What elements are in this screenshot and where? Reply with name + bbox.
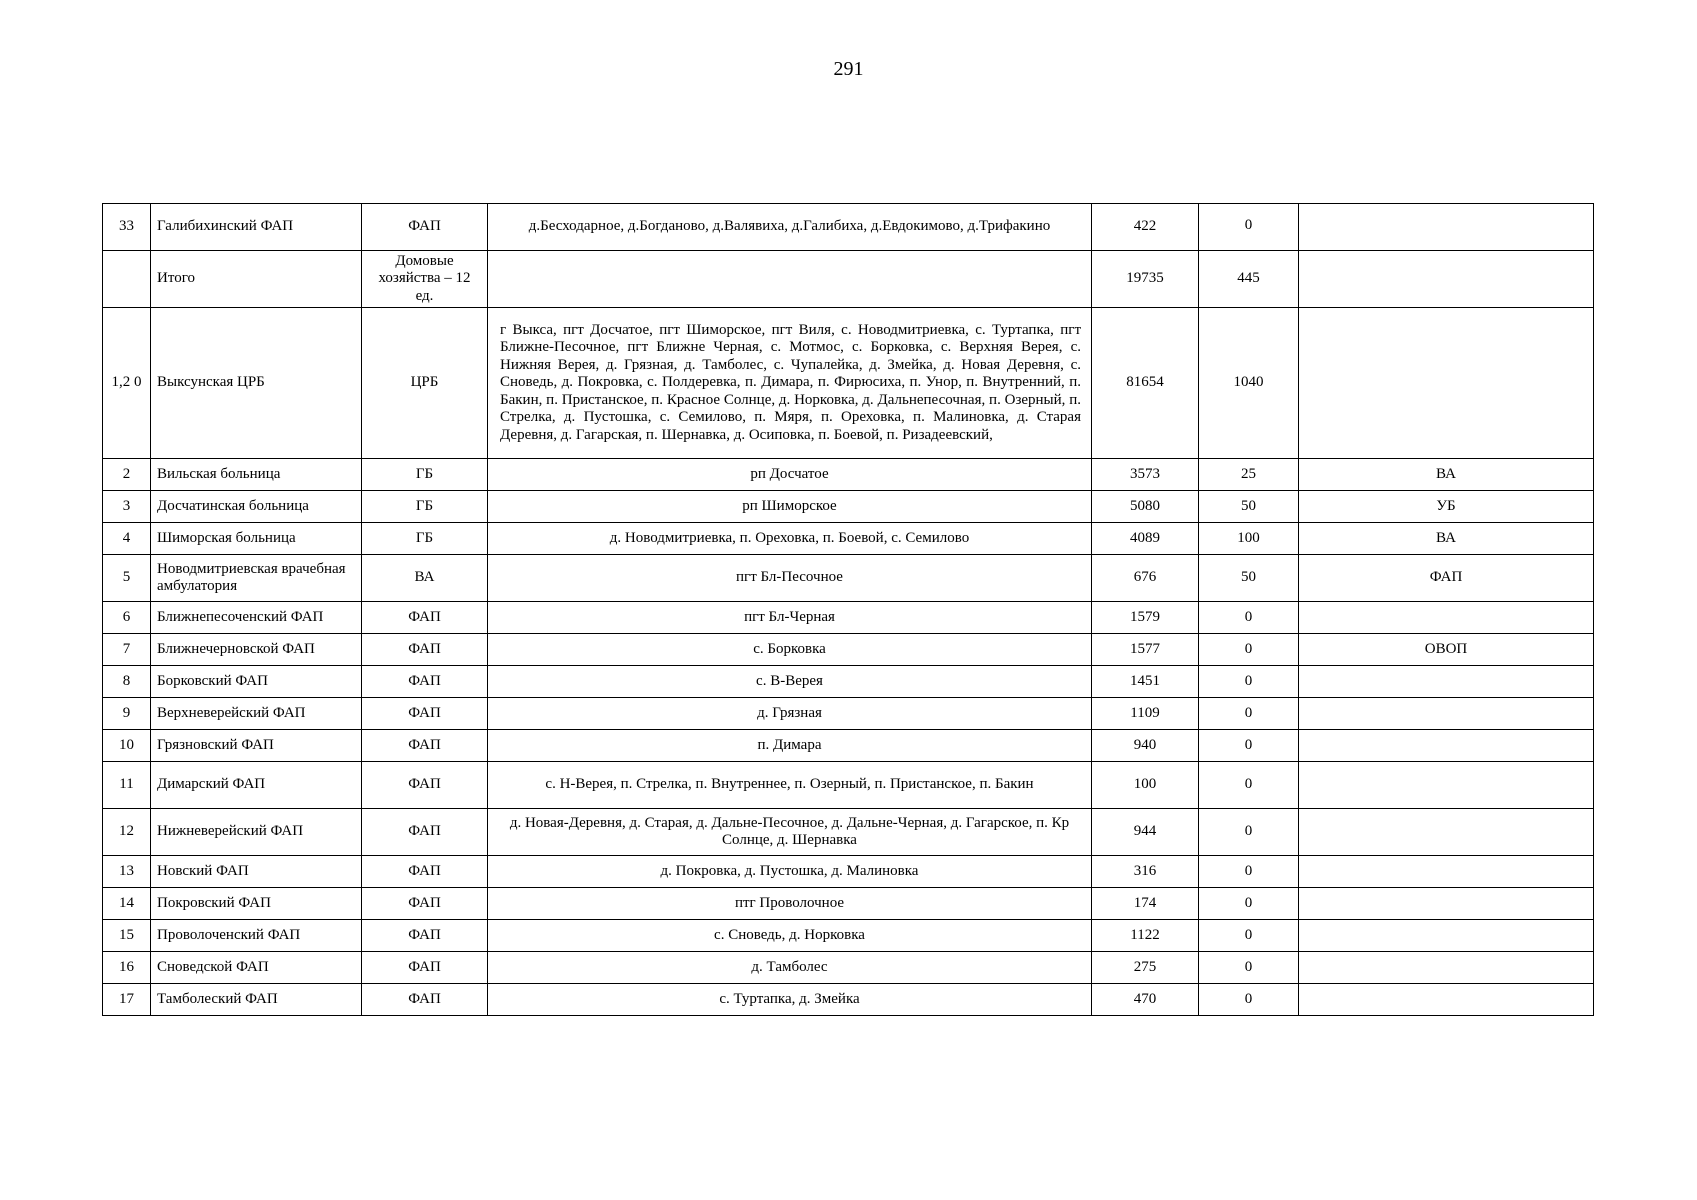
- table-row: [103, 308, 1594, 459]
- service-area: рп Досчатое: [488, 459, 1092, 491]
- facility-type: ГБ: [362, 491, 488, 523]
- beds: 25: [1199, 459, 1299, 491]
- facility-type: ФАП: [362, 762, 488, 809]
- planned-type: [1299, 730, 1594, 762]
- beds: 0: [1199, 920, 1299, 952]
- beds: 0: [1199, 666, 1299, 698]
- service-area: д.Бесходарное, д.Богданово, д.Валявиха, д.Галибиха, д.Евдокимово, д.Трифакино: [488, 204, 1092, 251]
- row-number: 15: [103, 920, 151, 952]
- table-row: [103, 459, 1594, 491]
- beds: 1040: [1199, 308, 1299, 459]
- row-number: 9: [103, 698, 151, 730]
- row-number: 5: [103, 555, 151, 602]
- population: 19735: [1092, 251, 1199, 308]
- population: 470: [1092, 984, 1199, 1016]
- facility-name: Галибихинский ФАП: [151, 204, 362, 251]
- table-row: [103, 888, 1594, 920]
- service-area: г Выкса, пгт Досчатое, пгт Шиморское, пгт Виля, с. Новодмитриевка, с. Туртапка, пгт Ближне-Песочное, пгт Ближне Черная, с. Мотмос, с. Борковка, с. Верхняя Верея, с. Нижняя Верея, д. Грязная, д. Тамболес, с. Чупалейка, д. Змейка, д. Новая Деревня, с. Сноведь, д. Покровка, с. Полдеревка, п. Димара, п. Фирюсиха, п. Унор, п. Внутренний, п. Бакин, п. Пристанское, п. Красное Солнце, д. Норковка, д. Дальнепесочная, п. Озерный, п. Стрелка, д. Пустошка, с. Семилово, п. Мяря, п. Ореховка, п. Малиновка, д. Старая Деревня, д. Гагарская, п. Шернавка, д. Осиповка, п. Боевой, п. Ризадеевский,: [488, 308, 1092, 459]
- table-row: [103, 491, 1594, 523]
- planned-type: ОВОП: [1299, 634, 1594, 666]
- planned-type: ВА: [1299, 523, 1594, 555]
- population: 940: [1092, 730, 1199, 762]
- planned-type: [1299, 888, 1594, 920]
- facility-name: Итого: [151, 251, 362, 308]
- facility-name: Ближнечерновской ФАП: [151, 634, 362, 666]
- row-number: 11: [103, 762, 151, 809]
- beds: 0: [1199, 856, 1299, 888]
- table-row: [103, 634, 1594, 666]
- table-row: [103, 523, 1594, 555]
- row-number: [103, 251, 151, 308]
- facility-type: ФАП: [362, 666, 488, 698]
- service-area: д. Новая-Деревня, д. Старая, д. Дальне-Песочное, д. Дальне-Черная, д. Гагарское, п. Кр Солнце, д. Шернавка: [488, 809, 1092, 856]
- facility-type: ФАП: [362, 920, 488, 952]
- population: 1122: [1092, 920, 1199, 952]
- population: 1109: [1092, 698, 1199, 730]
- planned-type: [1299, 698, 1594, 730]
- population: 316: [1092, 856, 1199, 888]
- facilities-table: [102, 203, 1594, 1016]
- planned-type: [1299, 984, 1594, 1016]
- planned-type: [1299, 920, 1594, 952]
- facility-type: ФАП: [362, 634, 488, 666]
- table-row: [103, 555, 1594, 602]
- beds: 0: [1199, 762, 1299, 809]
- row-number: 13: [103, 856, 151, 888]
- service-area: с. Сноведь, д. Норковка: [488, 920, 1092, 952]
- population: 4089: [1092, 523, 1199, 555]
- facility-name: Вильская больница: [151, 459, 362, 491]
- population: 5080: [1092, 491, 1199, 523]
- service-area: д. Тамболес: [488, 952, 1092, 984]
- facility-name: Покровский ФАП: [151, 888, 362, 920]
- population: 1579: [1092, 602, 1199, 634]
- planned-type: [1299, 856, 1594, 888]
- service-area: пгт Бл-Черная: [488, 602, 1092, 634]
- row-number: 10: [103, 730, 151, 762]
- service-area: [488, 251, 1092, 308]
- beds: 0: [1199, 634, 1299, 666]
- facility-type: ФАП: [362, 730, 488, 762]
- service-area: с. Борковка: [488, 634, 1092, 666]
- beds: 0: [1199, 602, 1299, 634]
- facility-name: Досчатинская больница: [151, 491, 362, 523]
- population: 1577: [1092, 634, 1199, 666]
- facility-name: Сноведской ФАП: [151, 952, 362, 984]
- table-row: [103, 730, 1594, 762]
- facility-type: ГБ: [362, 523, 488, 555]
- population: 1451: [1092, 666, 1199, 698]
- row-number: 4: [103, 523, 151, 555]
- table-row: [103, 251, 1594, 308]
- planned-type: [1299, 602, 1594, 634]
- table-row: [103, 856, 1594, 888]
- population: 81654: [1092, 308, 1199, 459]
- facility-name: Верхневерейский ФАП: [151, 698, 362, 730]
- service-area: п. Димара: [488, 730, 1092, 762]
- facility-type: ЦРБ: [362, 308, 488, 459]
- row-number: 8: [103, 666, 151, 698]
- population: 275: [1092, 952, 1199, 984]
- facility-type: ВА: [362, 555, 488, 602]
- planned-type: [1299, 204, 1594, 251]
- population: 3573: [1092, 459, 1199, 491]
- planned-type: УБ: [1299, 491, 1594, 523]
- facility-name: Выксунская ЦРБ: [151, 308, 362, 459]
- facility-type: ФАП: [362, 204, 488, 251]
- facility-name: Димарский ФАП: [151, 762, 362, 809]
- population: 422: [1092, 204, 1199, 251]
- facility-name: Нижневерейский ФАП: [151, 809, 362, 856]
- service-area: с. Н-Верея, п. Стрелка, п. Внутреннее, п. Озерный, п. Пристанское, п. Бакин: [488, 762, 1092, 809]
- population: 944: [1092, 809, 1199, 856]
- facility-type: ФАП: [362, 602, 488, 634]
- service-area: д. Грязная: [488, 698, 1092, 730]
- facility-name: Новский ФАП: [151, 856, 362, 888]
- table-row: [103, 952, 1594, 984]
- population: 676: [1092, 555, 1199, 602]
- row-number: 2: [103, 459, 151, 491]
- service-area: птг Проволочное: [488, 888, 1092, 920]
- beds: 50: [1199, 555, 1299, 602]
- service-area: с. Туртапка, д. Змейка: [488, 984, 1092, 1016]
- planned-type: [1299, 762, 1594, 809]
- facility-type: ФАП: [362, 952, 488, 984]
- beds: [1199, 204, 1299, 251]
- planned-type: [1299, 666, 1594, 698]
- row-number: 6: [103, 602, 151, 634]
- service-area: д. Новодмитриевка, п. Ореховка, п. Боевой, с. Семилово: [488, 523, 1092, 555]
- facility-type: ГБ: [362, 459, 488, 491]
- row-number: 1,2 0: [103, 308, 151, 459]
- row-number: 33: [103, 204, 151, 251]
- beds: 0: [1199, 809, 1299, 856]
- beds: 0: [1199, 984, 1299, 1016]
- table-row: [103, 920, 1594, 952]
- facility-name: Шиморская больница: [151, 523, 362, 555]
- beds: 100: [1199, 523, 1299, 555]
- table-row: [103, 204, 1594, 251]
- beds: 445: [1199, 251, 1299, 308]
- service-area: пгт Бл-Песочное: [488, 555, 1092, 602]
- beds: 0: [1199, 730, 1299, 762]
- table-row: [103, 809, 1594, 856]
- beds: 0: [1199, 698, 1299, 730]
- facility-name: Новодмитриевская врачебная амбулатория: [151, 555, 362, 602]
- row-number: 16: [103, 952, 151, 984]
- row-number: 17: [103, 984, 151, 1016]
- table-row: [103, 762, 1594, 809]
- planned-type: [1299, 952, 1594, 984]
- facility-type: ФАП: [362, 984, 488, 1016]
- facility-type: ФАП: [362, 888, 488, 920]
- row-number: 3: [103, 491, 151, 523]
- table-row: [103, 666, 1594, 698]
- population: 100: [1092, 762, 1199, 809]
- row-number: 14: [103, 888, 151, 920]
- facility-type: ФАП: [362, 856, 488, 888]
- table-row: [103, 602, 1594, 634]
- population: 174: [1092, 888, 1199, 920]
- facility-name: Тамболеский ФАП: [151, 984, 362, 1016]
- planned-type: [1299, 308, 1594, 459]
- planned-type: ФАП: [1299, 555, 1594, 602]
- facility-name: Борковский ФАП: [151, 666, 362, 698]
- beds: 0: [1199, 952, 1299, 984]
- beds: 50: [1199, 491, 1299, 523]
- service-area: с. В-Верея: [488, 666, 1092, 698]
- row-number: 12: [103, 809, 151, 856]
- beds: 0: [1199, 888, 1299, 920]
- table-row: [103, 698, 1594, 730]
- facility-type: ФАП: [362, 809, 488, 856]
- page-number: 291: [833, 58, 864, 80]
- row-number: 7: [103, 634, 151, 666]
- planned-type: ВА: [1299, 459, 1594, 491]
- service-area: д. Покровка, д. Пустошка, д. Малиновка: [488, 856, 1092, 888]
- service-area: рп Шиморское: [488, 491, 1092, 523]
- facility-name: Грязновский ФАП: [151, 730, 362, 762]
- table-row: [103, 984, 1594, 1016]
- facility-type: Домовые хозяйства – 12 ед.: [362, 251, 488, 308]
- facility-type: ФАП: [362, 698, 488, 730]
- beds-value: 0: [1244, 217, 1253, 234]
- planned-type: [1299, 809, 1594, 856]
- facility-name: Проволоченский ФАП: [151, 920, 362, 952]
- planned-type: [1299, 251, 1594, 308]
- facility-name: Ближнепесоченский ФАП: [151, 602, 362, 634]
